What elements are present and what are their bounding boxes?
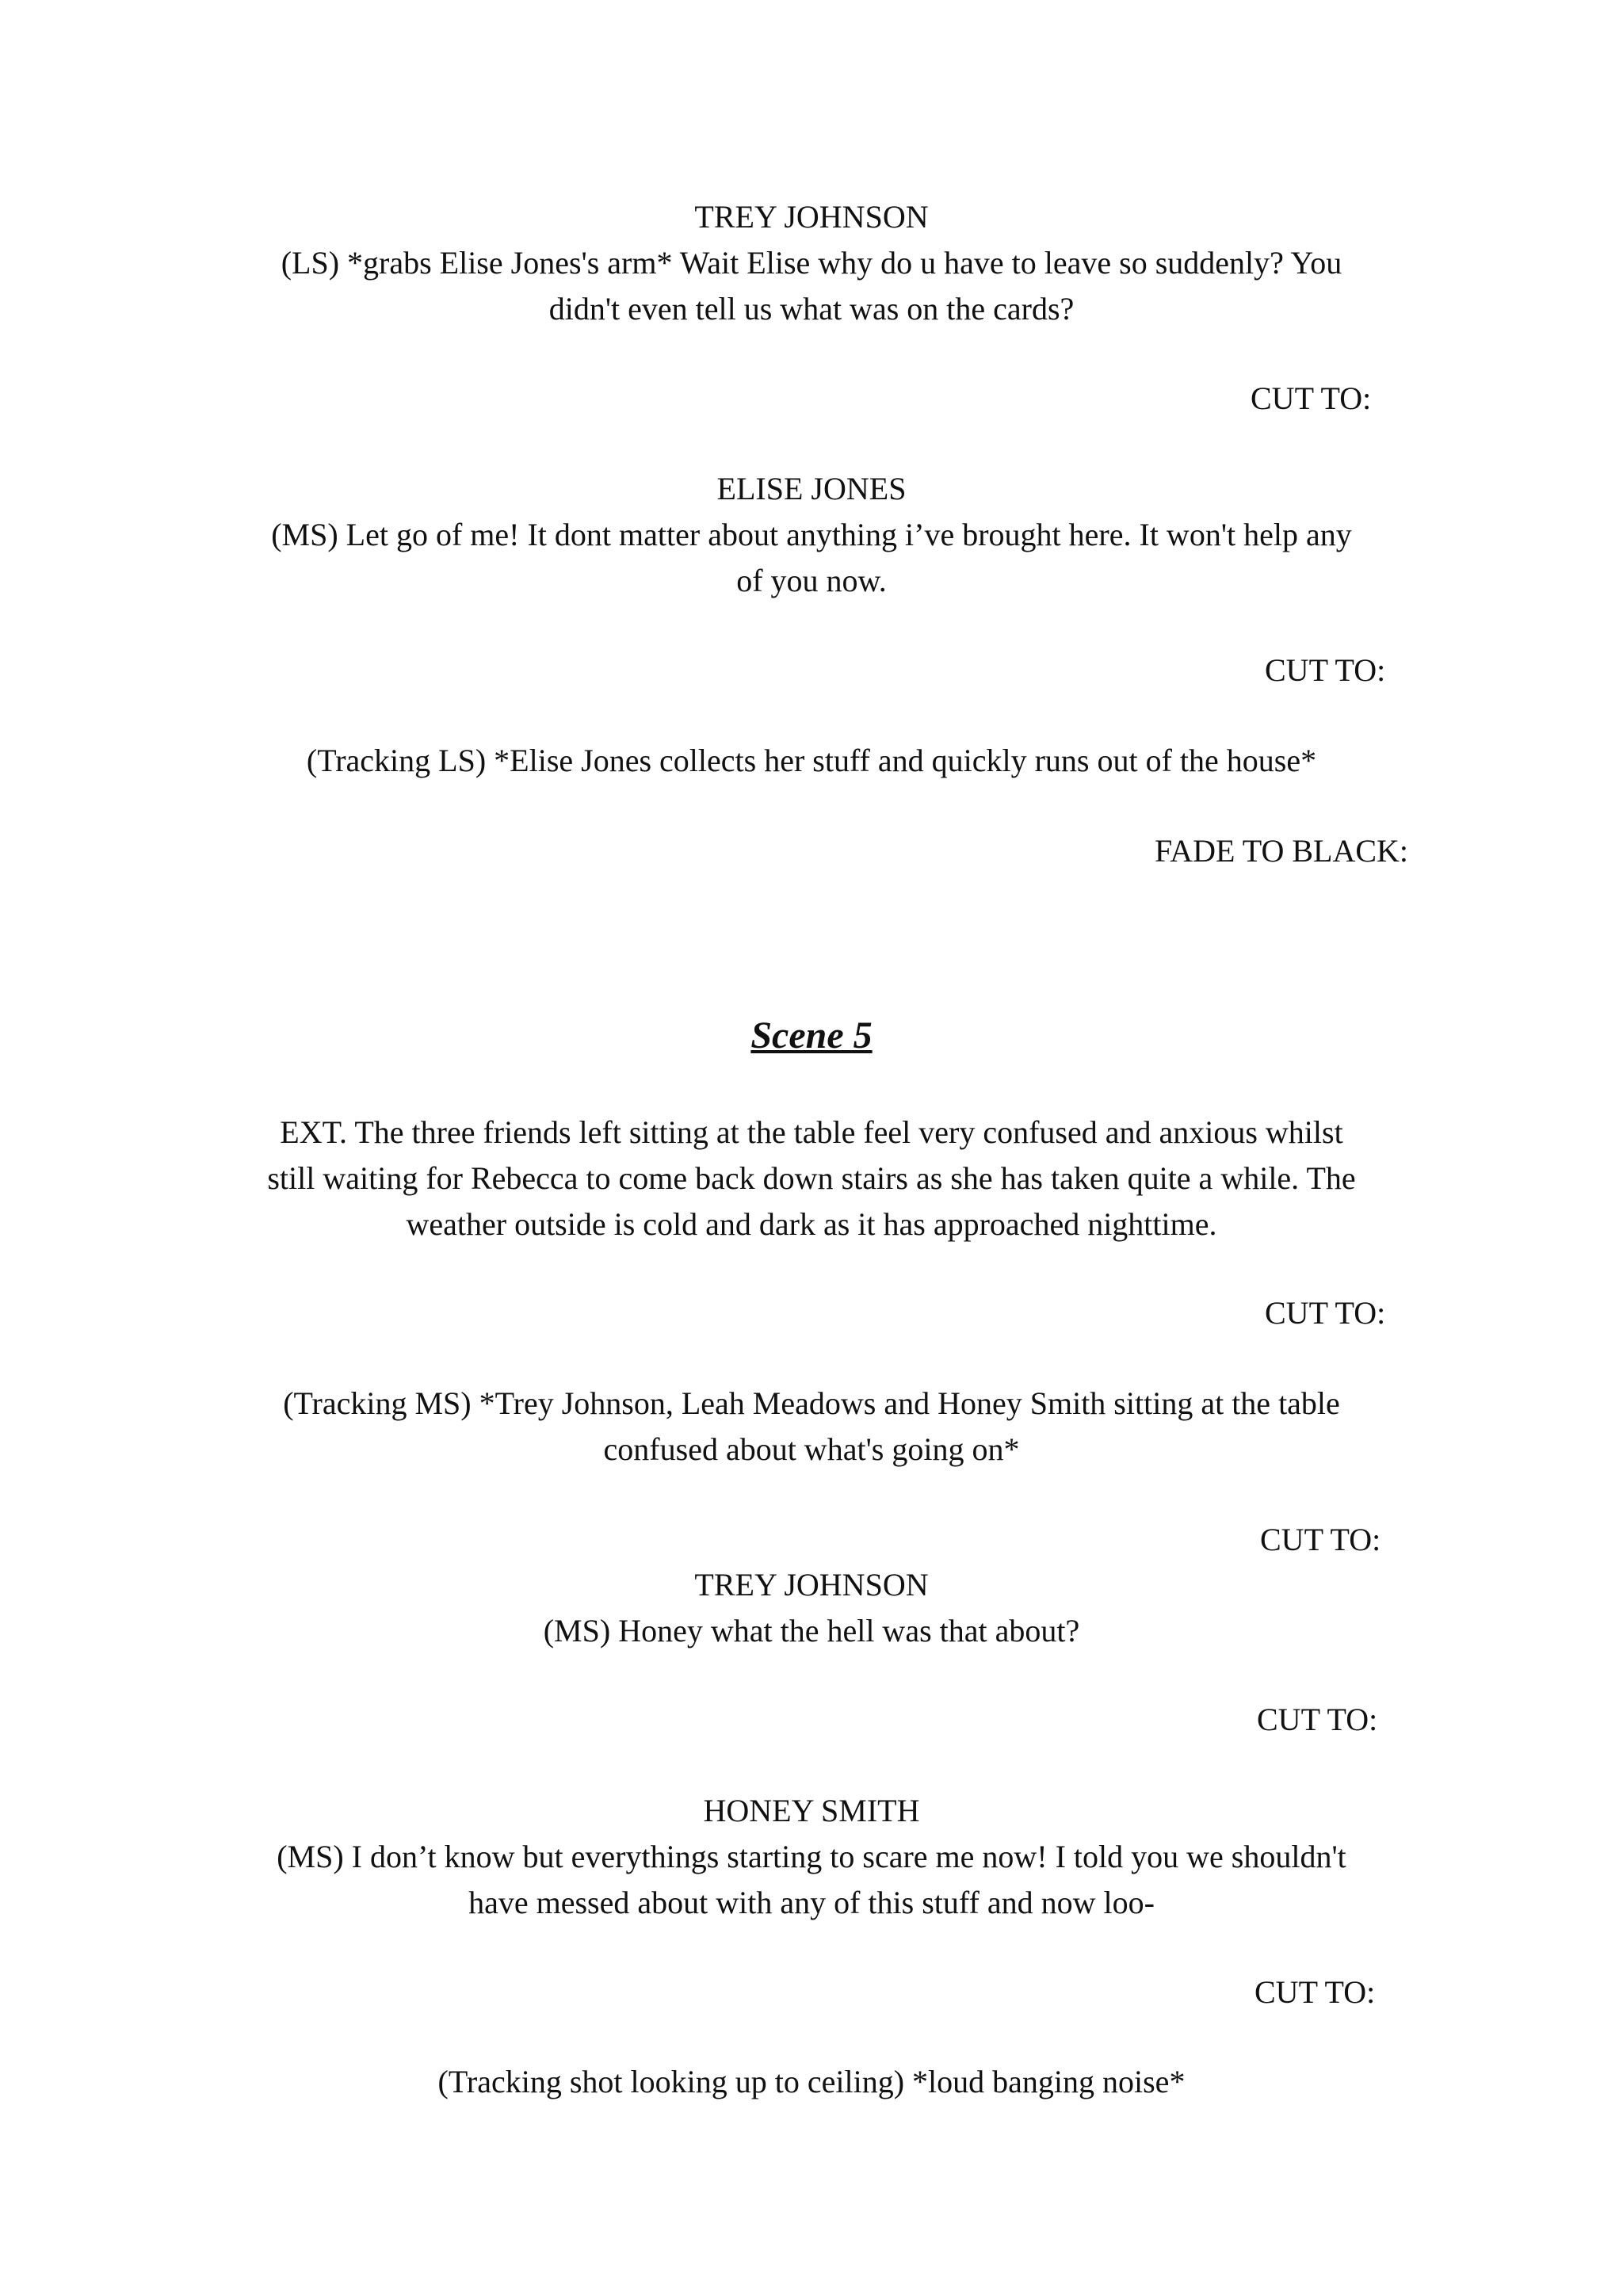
transition-cut-to: CUT TO:: [1265, 1295, 1386, 1331]
transition-cut-to: CUT TO:: [1265, 652, 1386, 688]
action-line: (Tracking LS) *Elise Jones collects her stuff and quickly runs out of the house*: [306, 743, 1317, 778]
character-name: TREY JOHNSON: [694, 1567, 929, 1603]
dialogue-line: (MS) Let go of me! It dont matter about anything i’ve brought here. It won't help any: [271, 517, 1352, 552]
character-name: HONEY SMITH: [703, 1793, 920, 1828]
description-line: still waiting for Rebecca to come back down stairs as she has taken quite a while. The: [267, 1160, 1356, 1196]
dialogue-line: (MS) I don’t know but everythings starting to scare me now! I told you we shouldn't: [277, 1839, 1346, 1874]
dialogue-line: have messed about with any of this stuff and now loo-: [468, 1885, 1155, 1920]
transition-cut-to: CUT TO:: [1254, 1974, 1376, 2010]
action-line: (Tracking MS) *Trey Johnson, Leah Meadows and Honey Smith sitting at the table: [283, 1385, 1340, 1421]
scene-heading: Scene 5: [750, 1014, 873, 1056]
transition-fade-to-black: FADE TO BLACK:: [1155, 833, 1409, 869]
description-line: weather outside is cold and dark as it has approached nighttime.: [406, 1206, 1217, 1242]
dialogue-line: of you now.: [736, 563, 887, 598]
transition-cut-to: CUT TO:: [1257, 1702, 1378, 1737]
dialogue-line: didn't even tell us what was on the cards?: [548, 291, 1075, 327]
character-name: ELISE JONES: [716, 471, 907, 506]
dialogue-line: (MS) Honey what the hell was that about?: [543, 1613, 1080, 1648]
transition-cut-to: CUT TO:: [1260, 1522, 1381, 1557]
description-line: EXT. The three friends left sitting at the table feel very confused and anxious whilst: [280, 1114, 1343, 1150]
character-name: TREY JOHNSON: [694, 199, 929, 235]
action-line: (Tracking shot looking up to ceiling) *loud banging noise*: [437, 2064, 1186, 2099]
action-line: confused about what's going on*: [603, 1431, 1020, 1467]
transition-cut-to: CUT TO:: [1251, 380, 1372, 416]
dialogue-line: (LS) *grabs Elise Jones's arm* Wait Elise why do u have to leave so suddenly? You: [281, 245, 1342, 281]
